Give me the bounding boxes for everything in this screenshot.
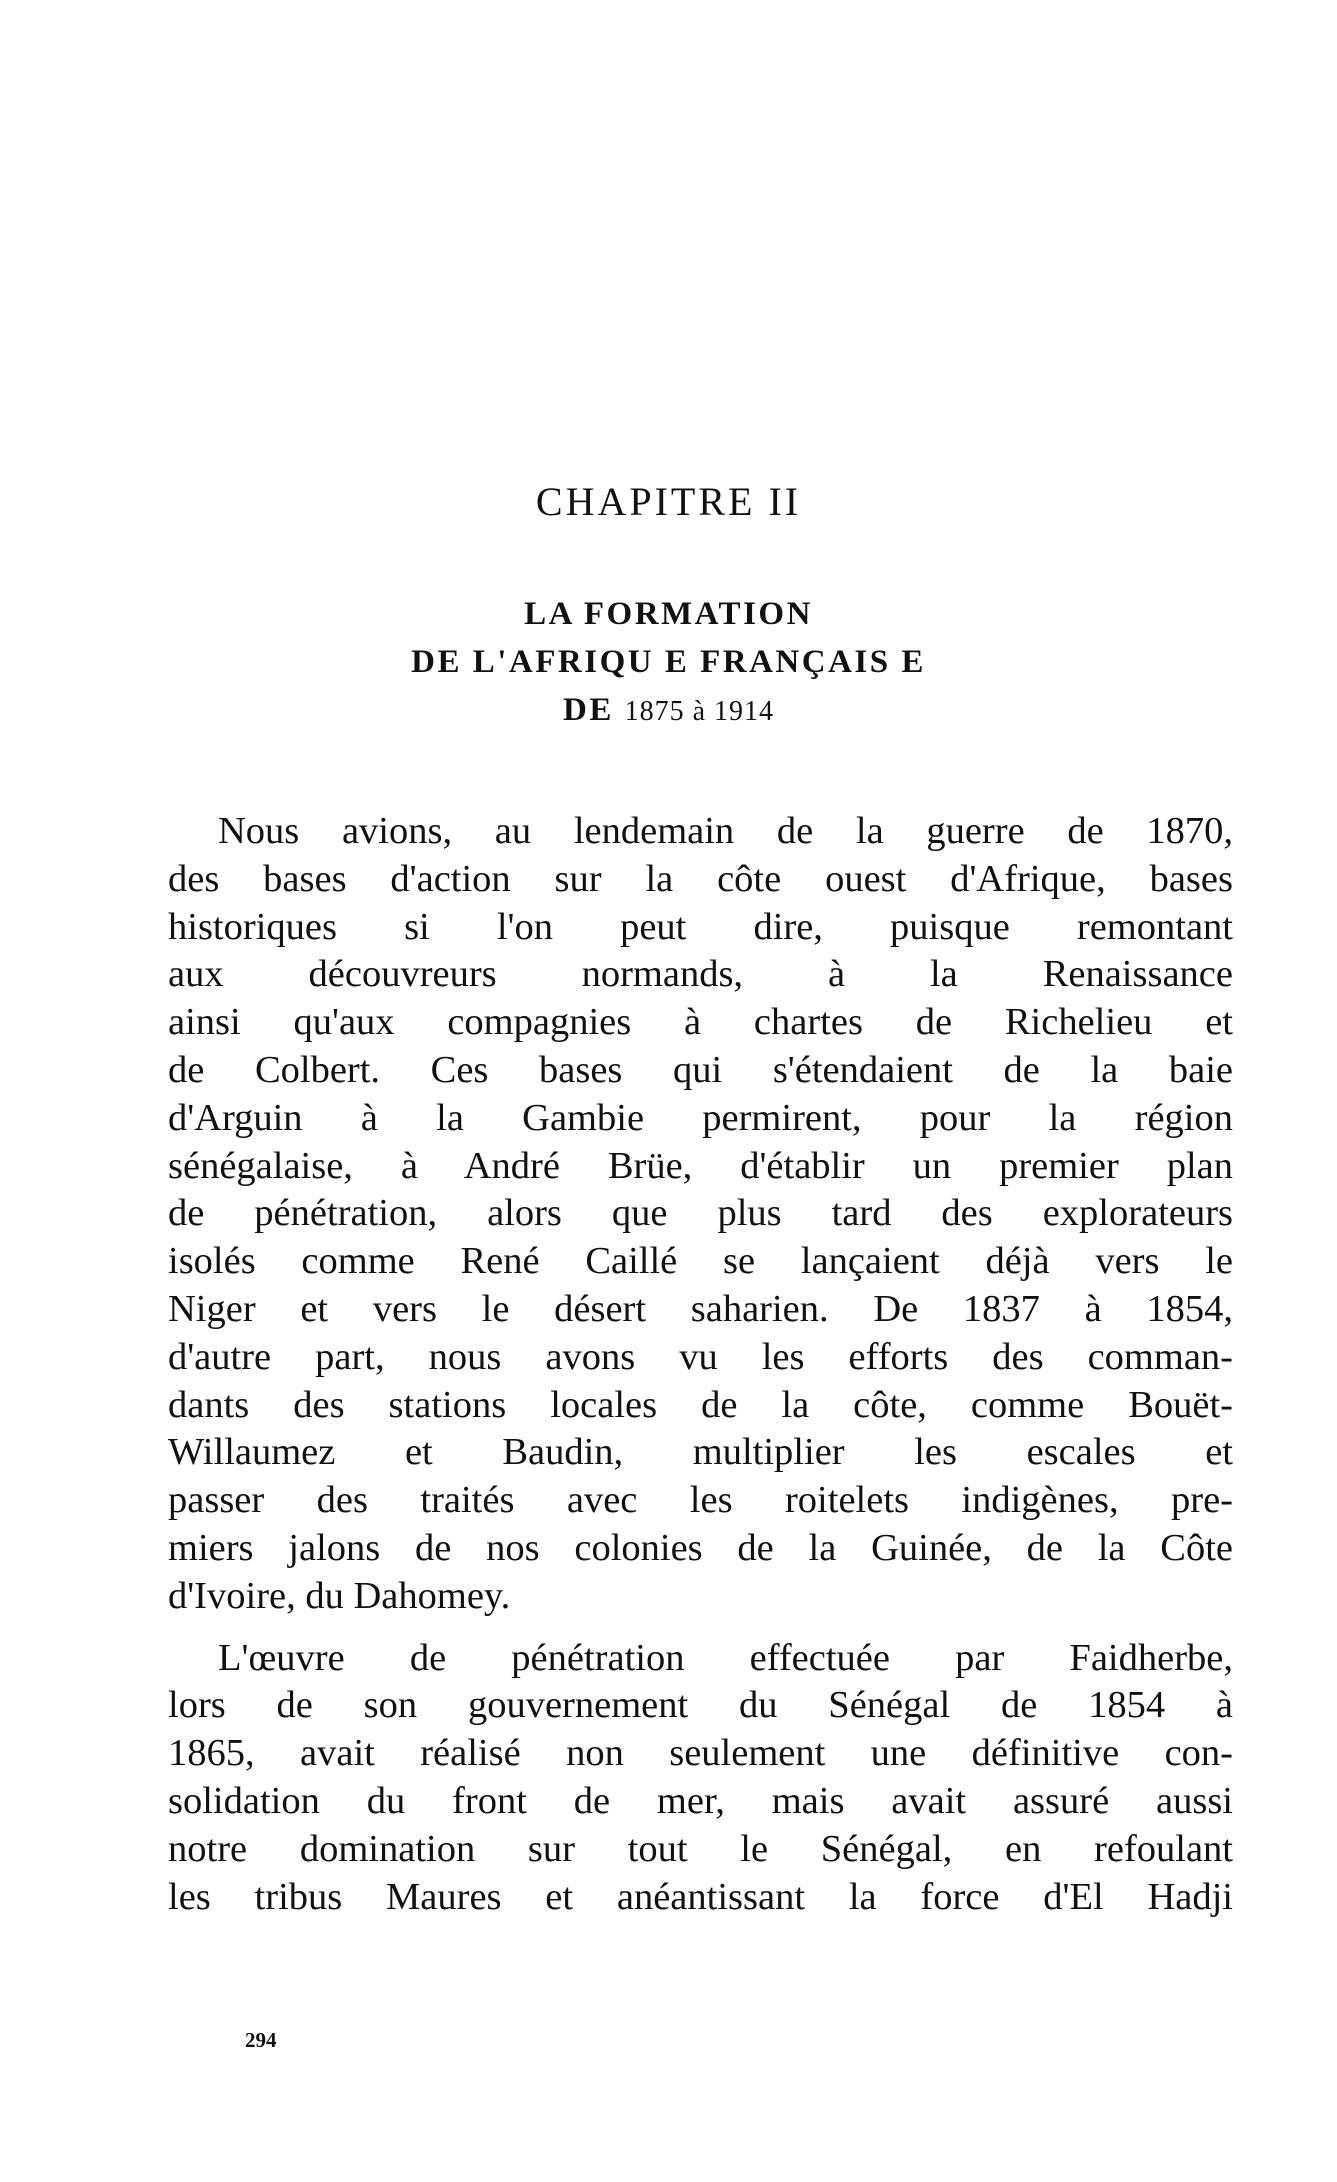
text-line: les tribus Maures et anéantissant la force d'El Hadji: [168, 1875, 1233, 1918]
text-line: L'œuvre de pénétration effectuée par Faidherbe,: [218, 1636, 1233, 1679]
text-line: notre domination sur tout le Sénégal, en refoulant: [168, 1827, 1233, 1870]
text-line: solidation du front de mer, mais avait assuré aussi: [168, 1779, 1233, 1822]
text-line: de Colbert. Ces bases qui s'étendaient de la baie: [168, 1048, 1233, 1091]
title-line-1: LA FORMATION: [524, 596, 813, 632]
page-number: 294: [245, 2028, 277, 2052]
text-line: d'autre part, nous avons vu les efforts des comman-: [168, 1335, 1233, 1378]
text-line: Nous avions, au lendemain de la guerre de 1870,: [218, 810, 1233, 852]
title-years: 1875 à 1914: [624, 696, 775, 727]
title-line-3-prefix: DE: [562, 692, 614, 728]
chapter-title: [0, 590, 1337, 736]
text-line: ainsi qu'aux compagnies à chartes de Richelieu et: [168, 1001, 1233, 1044]
body-text: [168, 808, 1233, 1935]
title-line-2: DE L'AFRIQU E FRANÇAIS E: [411, 644, 926, 680]
chapter-label: CHAPITRE II: [535, 479, 802, 524]
text-line: historiques si l'on peut dire, puisque remontant: [168, 905, 1233, 948]
text-line: isolés comme René Caillé se lançaient déjà vers le: [168, 1240, 1233, 1283]
text-line: Willaumez et Baudin, multiplier les escales et: [168, 1431, 1233, 1474]
text-line: miers jalons de nos colonies de la Guinée, de la Côte: [168, 1526, 1233, 1569]
paragraph-1: [168, 808, 1233, 1621]
title-line-3: [0, 686, 1337, 736]
text-line: des bases d'action sur la côte ouest d'Afrique, bases: [168, 857, 1233, 900]
text-line: 1865, avait réalisé non seulement une définitive con-: [168, 1732, 1233, 1775]
text-line: lors de son gouvernement du Sénégal de 1854 à: [168, 1684, 1233, 1727]
text-line: aux découvreurs normands, à la Renaissance: [168, 953, 1233, 996]
text-line: d'Ivoire, du Dahomey.: [168, 1574, 511, 1617]
text-line: d'Arguin à la Gambie permirent, pour la région: [168, 1096, 1233, 1139]
text-line: dants des stations locales de la côte, comme Bouët-: [168, 1383, 1233, 1426]
paragraph-2: [168, 1635, 1233, 1922]
text-line: sénégalaise, à André Brüe, d'établir un premier plan: [168, 1144, 1233, 1187]
text-line: de pénétration, alors que plus tard des explorateurs: [168, 1192, 1233, 1235]
text-line: passer des traités avec les roitelets indigènes, pre-: [168, 1479, 1233, 1522]
text-line: Niger et vers le désert saharien. De 1837 à 1854,: [168, 1287, 1233, 1330]
